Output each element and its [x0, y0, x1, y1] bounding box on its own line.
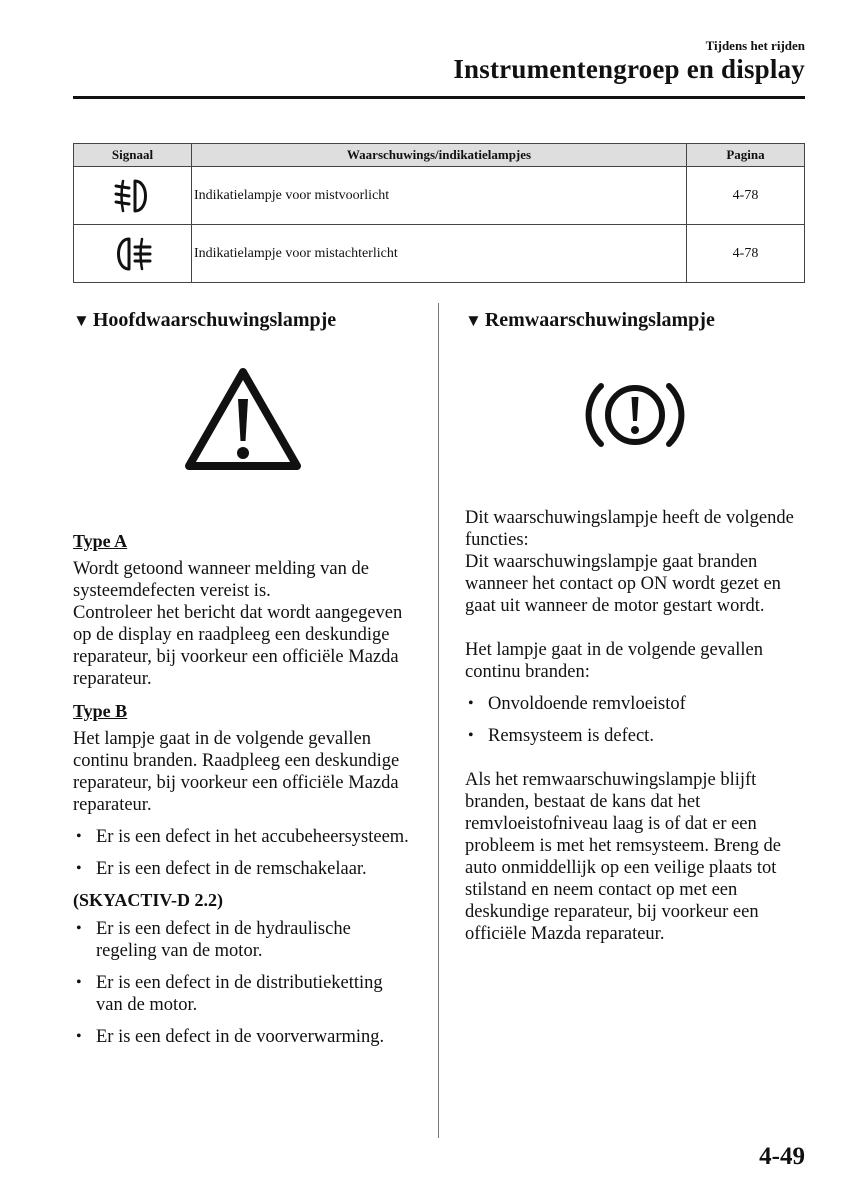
- page-number: 4-49: [759, 1143, 805, 1170]
- page-cell: 4-78: [687, 167, 805, 225]
- page-title: Instrumentengroep en display: [453, 54, 805, 84]
- section-label: Tijdens het rijden: [705, 38, 805, 53]
- bullet-list: [73, 826, 413, 880]
- bullet-dot: •: [76, 860, 82, 877]
- bullet-list: [465, 693, 805, 747]
- signal-table: [73, 143, 805, 283]
- bullet-dot: •: [76, 828, 82, 845]
- section-heading-text: Remwaarschuwingslampje: [484, 309, 715, 331]
- master-warning-triangle-icon: [182, 365, 304, 477]
- paragraph: Het lampje gaat in de volgende gevallen continu branden:: [465, 640, 763, 682]
- list-item: [73, 972, 413, 1016]
- list-item-text: Er is een defect in het accubeheersysteem.: [96, 827, 409, 847]
- list-item: [73, 918, 413, 962]
- paragraph: Controleer het bericht dat wordt aangegeven op de display en raadpleeg een deskundige reparateur, bij voorkeur een officiële Mazda reparateur.: [73, 603, 403, 689]
- bullet-dot: •: [468, 727, 474, 744]
- brake-warning-icon: [585, 379, 685, 451]
- column-header-page: Pagina: [687, 144, 805, 167]
- bullet-dot: •: [76, 920, 82, 937]
- section-heading: [73, 306, 413, 335]
- list-item-text: Er is een defect in de hydraulische regeling van de motor.: [96, 919, 351, 961]
- bullet-dot: •: [468, 695, 474, 712]
- paragraph: Het lampje gaat in de volgende gevallen continu branden. Raadpleeg een deskundige reparateur, bij voorkeur een officiële Mazda reparateur.: [73, 729, 400, 815]
- list-item-text: Remsysteem is defect.: [488, 726, 654, 746]
- bullet-dot: •: [76, 1028, 82, 1045]
- type-b-heading: Type B: [73, 701, 128, 721]
- signal-cell: [74, 225, 192, 283]
- column-header-lamps: Waarschuwings/indikatielampjes: [192, 144, 687, 167]
- paragraph: Als het remwaarschuwingslampje blijft branden, bestaat de kans dat het remvloeistofniveau laag is of dat er een probleem is met het remsysteem. Breng de auto onmiddellijk op een veilige plaats tot stilstand en neem contact op met een deskundige reparateur, bij voorkeur een officiële Mazda reparateur.: [465, 770, 781, 944]
- list-item: [73, 1026, 413, 1048]
- page-cell: 4-78: [687, 225, 805, 283]
- rear-fog-light-icon: [113, 234, 153, 274]
- column-header-signal: Signaal: [74, 144, 192, 167]
- triangle-marker: ▼: [73, 311, 90, 330]
- section-heading-text: Hoofdwaarschuwingslampje: [92, 309, 337, 331]
- bullet-dot: •: [76, 974, 82, 991]
- bullet-list: [73, 918, 413, 1048]
- list-item: [465, 693, 805, 715]
- skyactiv-heading: (SKYACTIV-D 2.2): [73, 890, 224, 910]
- list-item-text: Er is een defect in de distributieketting van de motor.: [96, 973, 383, 1015]
- table-header-row: [74, 144, 805, 167]
- figure: [73, 365, 413, 477]
- list-item-text: Er is een defect in de remschakelaar.: [96, 859, 367, 879]
- type-a-heading: Type A: [73, 531, 128, 551]
- list-item-text: Onvoldoende remvloeistof: [488, 694, 686, 714]
- brake-text-block: [465, 507, 805, 945]
- type-a-block: [73, 529, 413, 690]
- list-item: [73, 858, 413, 880]
- master-warning-section: [73, 306, 413, 1048]
- list-item: [73, 826, 413, 848]
- table-row: [74, 225, 805, 283]
- paragraph: Dit waarschuwingslampje gaat branden wanneer het contact op ON wordt gezet en gaat uit wanneer de motor gestart wordt.: [465, 552, 781, 616]
- signal-cell: [74, 167, 192, 225]
- header-rule: [73, 96, 805, 99]
- brake-warning-section: [465, 306, 805, 945]
- table-row: [74, 167, 805, 225]
- figure: [465, 379, 805, 451]
- type-b-block: [73, 699, 413, 880]
- description-cell: Indikatielampje voor mistachterlicht: [192, 225, 687, 283]
- list-item-text: Er is een defect in de voorverwarming.: [96, 1027, 385, 1047]
- skyactiv-block: [73, 888, 413, 1048]
- column-divider: [438, 303, 439, 1138]
- list-item: [465, 725, 805, 747]
- paragraph: Dit waarschuwingslampje heeft de volgende functies:: [465, 508, 794, 550]
- section-heading: [465, 306, 805, 335]
- triangle-marker: ▼: [465, 311, 482, 330]
- front-fog-light-icon: [113, 176, 153, 216]
- description-cell: Indikatielampje voor mistvoorlicht: [192, 167, 687, 225]
- paragraph: Wordt getoond wanneer melding van de systeemdefecten vereist is.: [73, 559, 369, 601]
